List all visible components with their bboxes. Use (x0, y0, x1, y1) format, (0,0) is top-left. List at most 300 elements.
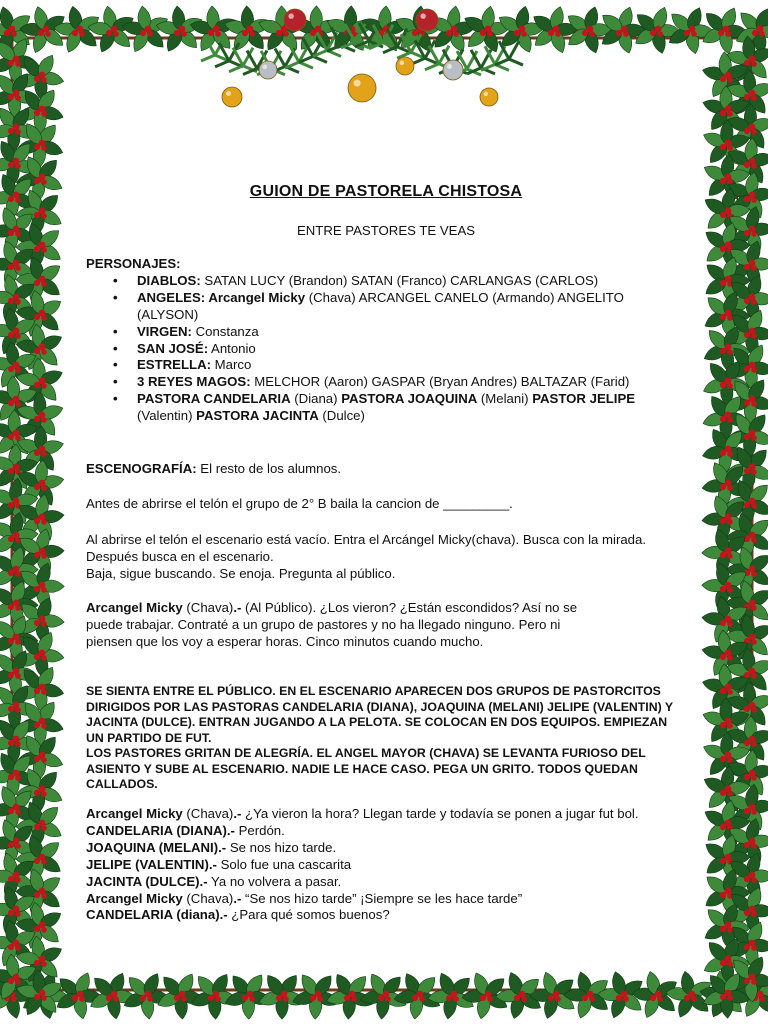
dialogue-line (86, 840, 686, 857)
ornament-highlight (263, 65, 268, 70)
character-names: (Diana) (290, 391, 342, 407)
holly-berry-icon (650, 30, 656, 36)
dialogue-line (86, 907, 686, 924)
character-item (86, 290, 686, 324)
holly-berry-icon (8, 808, 14, 814)
holly-berry-icon (744, 808, 750, 814)
stage-direction-1: SE SIENTA ENTRE EL PÚBLICO. EN EL ESCENARIO APARECEN DOS GRUPOS DE PASTORCITOS DIRIGIDOS POR LAS PASTORAS CANDELARIA (DIANA), JOAQUINA (MELANI) JELIPE (VALENTIN) Y JACINTA (DULCE). ENTRAN JUGANDO A LA PELOTA. SE COLOCAN EN DOS EQUIPOS. EMPIEZAN UN PARTIDO DE FUT. (86, 684, 673, 745)
holly-berry-icon (45, 31, 51, 37)
bullet-icon: • (113, 357, 118, 373)
holly-berry-icon (15, 61, 21, 67)
holly-berry-icon (15, 197, 21, 203)
holly-berry-icon (41, 927, 47, 933)
holly-berry-icon (720, 314, 726, 320)
dialogue-line (86, 857, 686, 874)
holly-berry-icon (34, 586, 40, 592)
holly-berry-icon (751, 197, 757, 203)
holly-berry-icon (744, 298, 750, 304)
character-names: (Dulce) (318, 408, 365, 424)
micky-role: (Chava) (182, 600, 234, 615)
holly-berry-icon (317, 996, 323, 1002)
holly-berry-icon (720, 144, 726, 150)
holly-berry-icon (15, 401, 21, 407)
holly-berry-icon (41, 247, 47, 253)
holly-berry-icon (34, 722, 40, 728)
holly-berry-icon (34, 858, 40, 864)
dialogue-line (86, 823, 686, 840)
holly-berry-icon (8, 162, 14, 168)
holly-berry-icon (727, 417, 733, 423)
holly-berry-icon (8, 672, 14, 678)
holly-berry-icon (751, 571, 757, 577)
holly-berry-icon (657, 31, 663, 37)
dialogue-speaker: JOAQUINA (MELANI).- (86, 839, 227, 855)
holly-berry-icon (725, 31, 731, 37)
holly-berry-icon (751, 401, 757, 407)
holly-berry-icon (720, 994, 726, 1000)
holly-berry-icon (106, 30, 112, 36)
holly-berry-icon (744, 502, 750, 508)
holly-berry-icon (15, 265, 21, 271)
holly-berry-icon (487, 31, 493, 37)
holly-berry-icon (720, 858, 726, 864)
holly-berry-icon (41, 859, 47, 865)
holly-berry-icon (351, 996, 357, 1002)
holly-berry-icon (15, 95, 21, 101)
telon-paragraph: Antes de abrirse el telón el grupo de 2° B baila la cancion de _________. (86, 496, 513, 511)
holly-berry-icon (720, 586, 726, 592)
holly-berry-icon (727, 519, 733, 525)
holly-berry-icon (727, 485, 733, 491)
holly-berry-icon (412, 30, 418, 36)
holly-berry-icon (720, 212, 726, 218)
characters-list (86, 273, 686, 425)
character-item (86, 374, 686, 391)
holly-berry-icon (453, 996, 459, 1002)
holly-berry-icon (727, 689, 733, 695)
escenografia-label: ESCENOGRAFÍA: (86, 461, 197, 476)
holly-berry-icon (34, 620, 40, 626)
holly-berry-icon (751, 537, 757, 543)
micky-line: (Al Público). ¿Los vieron? ¿Están escondidos? Así no se puede trabajar. Contraté a un grupo de pastores y no ha llegado ninguno. Pero ni piensen que los voy a esperar horas. Cinco minutos cuando mucho. (86, 600, 578, 649)
holly-berry-icon (140, 30, 146, 36)
holly-berry-icon (727, 553, 733, 559)
holly-berry-icon (751, 163, 757, 169)
holly-berry-icon (208, 30, 214, 36)
holly-berry-icon (751, 435, 757, 441)
holly-berry-icon (727, 961, 733, 967)
holly-berry-icon (412, 995, 418, 1001)
character-names: (Chava) ARCANGEL CANELO (Armando) ANGELITO (ALYSON) (137, 289, 624, 322)
escenografia-paragraph (86, 461, 686, 478)
holly-berry-icon (15, 435, 21, 441)
holly-berry-icon (181, 996, 187, 1002)
dialogue-line (86, 874, 686, 891)
document-subtitle: ENTRE PASTORES TE VEAS (296, 223, 476, 238)
holly-berry-icon (744, 434, 750, 440)
holly-berry-icon (684, 995, 690, 1001)
holly-berry-icon (720, 756, 726, 762)
ornament-ball-icon (348, 74, 376, 102)
ornament-ball-icon (443, 60, 463, 80)
holly-berry-icon (744, 196, 750, 202)
bullet-icon: • (113, 323, 118, 339)
holly-berry-icon (8, 944, 14, 950)
character-role-label: ESTRELLA: (137, 357, 211, 373)
holly-berry-icon (514, 995, 520, 1001)
holly-berry-icon (242, 30, 248, 36)
holly-berry-icon (8, 332, 14, 338)
ornament-highlight (400, 61, 405, 66)
holly-berry-icon (623, 31, 629, 37)
holly-berry-icon (8, 468, 14, 474)
holly-berry-icon (720, 688, 726, 694)
holly-berry-icon (41, 315, 47, 321)
holly-berry-icon (15, 605, 21, 611)
holly-berry-icon (34, 994, 40, 1000)
holly-berry-icon (727, 621, 733, 627)
holly-berry-icon (720, 620, 726, 626)
holly-berry-icon (521, 31, 527, 37)
holly-berry-icon (548, 30, 554, 36)
holly-berry-icon (41, 281, 47, 287)
holly-berry-icon (34, 416, 40, 422)
holly-berry-icon (41, 757, 47, 763)
holly-berry-icon (215, 996, 221, 1002)
holly-berry-icon (727, 995, 733, 1001)
holly-berry-icon (8, 570, 14, 576)
holly-berry-icon (589, 996, 595, 1002)
holly-berry-icon (276, 30, 282, 36)
holly-berry-icon (720, 76, 726, 82)
dialogue-text: ¿Ya vieron la hora? Llegan tarde y todavía se ponen a jugar fut bol. (241, 806, 639, 821)
holly-berry-icon (174, 30, 180, 36)
holly-berry-icon (41, 689, 47, 695)
holly-berry-icon (751, 367, 757, 373)
holly-berry-icon (720, 382, 726, 388)
holly-berry-icon (623, 996, 629, 1002)
holly-berry-icon (41, 451, 47, 457)
holly-berry-icon (34, 382, 40, 388)
holly-berry-icon (34, 926, 40, 932)
character-role-label: PASTOR JELIPE (532, 391, 636, 407)
holly-berry-icon (727, 77, 733, 83)
holly-berry-icon (8, 128, 14, 134)
character-names: MELCHOR (Aaron) GASPAR (Bryan Andres) BALTAZAR (Farid) (250, 374, 630, 390)
character-item (86, 341, 686, 358)
holly-berry-icon (15, 945, 21, 951)
holly-berry-icon (759, 996, 765, 1002)
holly-berry-icon (751, 231, 757, 237)
holly-berry-icon (34, 688, 40, 694)
holly-berry-icon (744, 978, 750, 984)
escenario-text-2: Baja, sigue buscando. Se enoja. Pregunta al público. (86, 565, 396, 581)
holly-berry-icon (751, 265, 757, 271)
holly-berry-icon (727, 587, 733, 593)
holly-berry-icon (751, 61, 757, 67)
holly-berry-icon (744, 842, 750, 848)
dialogue-text: “Se nos hizo tarde” ¡Siempre se les hace tarde” (241, 890, 523, 906)
holly-berry-icon (744, 162, 750, 168)
holly-berry-icon (344, 995, 350, 1001)
holly-berry-icon (8, 876, 14, 882)
character-role-label: PASTORA JACINTA (196, 408, 319, 424)
character-role-label: DIABLOS: (137, 272, 201, 288)
holly-berry-icon (727, 315, 733, 321)
dialogue-text: Perdón. (234, 822, 285, 838)
ornament-highlight (447, 64, 452, 69)
holly-berry-icon (72, 30, 78, 36)
holly-berry-icon (446, 995, 452, 1001)
ornament-highlight (288, 13, 294, 19)
holly-berry-icon (8, 434, 14, 440)
holly-berry-icon (310, 30, 316, 36)
holly-berry-icon (34, 552, 40, 558)
dialogue-line (86, 806, 686, 823)
holly-berry-icon (727, 451, 733, 457)
holly-berry-icon (744, 230, 750, 236)
holly-berry-icon (34, 178, 40, 184)
dialogue-text: Se nos hizo tarde. (226, 839, 337, 855)
character-item (86, 391, 686, 425)
dialogue-text: ¿Para qué somos buenos? (227, 907, 390, 923)
character-role-label: PASTORA JOAQUINA (341, 391, 478, 407)
holly-berry-icon (34, 756, 40, 762)
holly-berry-icon (34, 654, 40, 660)
holly-berry-icon (744, 366, 750, 372)
holly-berry-icon (41, 77, 47, 83)
ornament-ball-icon (480, 88, 498, 106)
holly-berry-icon (15, 809, 21, 815)
holly-berry-icon (41, 961, 47, 967)
holly-berry-icon (720, 722, 726, 728)
holly-berry-icon (41, 213, 47, 219)
holly-berry-icon (720, 178, 726, 184)
holly-berry-icon (751, 129, 757, 135)
holly-berry-icon (72, 995, 78, 1001)
character-names: Antonio (208, 340, 256, 356)
dialogue-text: Ya no volvera a pasar. (207, 873, 342, 889)
ornament-highlight (354, 80, 361, 87)
holly-berry-icon (8, 298, 14, 304)
holly-berry-icon (15, 639, 21, 645)
holly-berry-icon (487, 996, 493, 1002)
holly-berry-icon (140, 995, 146, 1001)
holly-berry-icon (15, 163, 21, 169)
holly-berry-icon (720, 654, 726, 660)
holly-berry-icon (41, 553, 47, 559)
holly-berry-icon (744, 400, 750, 406)
holly-berry-icon (616, 995, 622, 1001)
holly-berry-icon (15, 129, 21, 135)
micky-speaker: Arcangel Micky (86, 600, 183, 615)
character-names: SATAN LUCY (Brandon) SATAN (Franco) CARLANGAS (CARLOS) (200, 272, 599, 288)
holly-berry-icon (41, 995, 47, 1001)
holly-berry-icon (41, 791, 47, 797)
dialogue-speaker: Arcangel Micky (86, 890, 183, 906)
holly-berry-icon (11, 996, 17, 1002)
holly-berry-icon (720, 450, 726, 456)
bullet-icon: • (113, 272, 118, 288)
holly-berry-icon (419, 996, 425, 1002)
holly-berry-icon (41, 825, 47, 831)
holly-berry-icon (15, 673, 21, 679)
holly-berry-icon (34, 76, 40, 82)
holly-berry-icon (15, 299, 21, 305)
holly-berry-icon (8, 230, 14, 236)
holly-berry-icon (34, 960, 40, 966)
holly-berry-icon (15, 979, 21, 985)
holly-berry-icon (684, 30, 690, 36)
holly-berry-icon (41, 417, 47, 423)
holly-berry-icon (4, 30, 10, 36)
holly-berry-icon (744, 332, 750, 338)
holly-berry-icon (751, 299, 757, 305)
holly-berry-icon (727, 383, 733, 389)
dialogue-dash: .- (233, 890, 242, 906)
holly-berry-icon (720, 484, 726, 490)
dialogue-role: (Chava) (182, 890, 234, 906)
holly-berry-icon (15, 843, 21, 849)
holly-berry-icon (15, 367, 21, 373)
holly-berry-icon (751, 95, 757, 101)
holly-berry-icon (744, 60, 750, 66)
ornament-ball-icon (222, 87, 242, 107)
holly-berry-icon (34, 110, 40, 116)
holly-berry-icon (453, 31, 459, 37)
holly-berry-icon (720, 348, 726, 354)
dialogue-speaker: JELIPE (VALENTIN).- (86, 856, 217, 872)
holly-berry-icon (720, 110, 726, 116)
holly-berry-icon (446, 30, 452, 36)
holly-berry-icon (41, 179, 47, 185)
holly-berry-icon (79, 31, 85, 37)
holly-berry-icon (34, 824, 40, 830)
holly-berry-icon (208, 995, 214, 1001)
holly-berry-icon (751, 741, 757, 747)
holly-berry-icon (8, 910, 14, 916)
characters-section (86, 256, 686, 425)
holly-berry-icon (174, 995, 180, 1001)
character-names: (Valentin) (137, 408, 197, 424)
dialogue-speaker: CANDELARIA (DIANA).- (86, 822, 235, 838)
holly-berry-icon (751, 503, 757, 509)
holly-berry-icon (41, 655, 47, 661)
holly-berry-icon (147, 31, 153, 37)
holly-berry-icon (8, 264, 14, 270)
holly-berry-icon (744, 876, 750, 882)
escenografia-text: El resto de los alumnos. (196, 461, 342, 476)
personajes-heading: PERSONAJES: (86, 256, 181, 271)
holly-berry-icon (15, 571, 21, 577)
holly-berry-icon (34, 484, 40, 490)
holly-berry-icon (385, 996, 391, 1002)
holly-berry-icon (720, 824, 726, 830)
holly-berry-icon (15, 333, 21, 339)
holly-berry-icon (106, 995, 112, 1001)
holly-berry-icon (751, 911, 757, 917)
character-item (86, 324, 686, 341)
holly-berry-icon (41, 621, 47, 627)
holly-berry-icon (41, 349, 47, 355)
holly-berry-icon (744, 94, 750, 100)
holly-berry-icon (720, 552, 726, 558)
holly-berry-icon (41, 893, 47, 899)
bullet-icon: • (113, 289, 118, 305)
holly-berry-icon (8, 774, 14, 780)
holly-berry-icon (727, 723, 733, 729)
holly-berry-icon (8, 366, 14, 372)
dialogue-line (86, 891, 686, 908)
holly-berry-icon (378, 995, 384, 1001)
holly-berry-icon (8, 604, 14, 610)
holly-berry-icon (727, 757, 733, 763)
holly-berry-icon (650, 995, 656, 1001)
holly-berry-icon (555, 996, 561, 1002)
bullet-icon: • (113, 374, 118, 390)
holly-berry-icon (751, 605, 757, 611)
holly-berry-icon (41, 485, 47, 491)
holly-berry-icon (41, 519, 47, 525)
holly-berry-icon (751, 945, 757, 951)
holly-berry-icon (8, 706, 14, 712)
ornament-highlight (226, 91, 231, 96)
holly-berry-icon (34, 892, 40, 898)
dialogue-section (86, 806, 686, 924)
holly-berry-icon (751, 775, 757, 781)
holly-berry-icon (744, 740, 750, 746)
holly-berry-icon (720, 960, 726, 966)
escenario-text-1: Al abrirse el telón el escenario está vacío. Entra el Arcángel Micky(chava). Busca con la mirada. Después busca en el escenario. (86, 532, 646, 564)
holly-berry-icon (41, 587, 47, 593)
holly-berry-icon (8, 60, 14, 66)
holly-berry-icon (8, 740, 14, 746)
ornament-ball-icon (396, 57, 414, 75)
character-names: (Melani) (477, 391, 533, 407)
holly-berry-icon (720, 892, 726, 898)
holly-berry-icon (215, 31, 221, 37)
holly-berry-icon (691, 31, 697, 37)
dialogue-dash: .- (233, 806, 242, 821)
holly-berry-icon (34, 518, 40, 524)
holly-berry-icon (751, 707, 757, 713)
holly-berry-icon (15, 231, 21, 237)
stage-direction-2: LOS PASTORES GRITAN DE ALEGRÍA. EL ANGEL MAYOR (CHAVA) SE LEVANTA FURIOSO DEL ASIENTO Y SUBE AL ESCENARIO. NADIE LE HACE CASO. PEGA UN GRITO. TODOS QUEDAN CALLADOS. (86, 746, 646, 792)
holly-berry-icon (751, 979, 757, 985)
holly-berry-icon (691, 996, 697, 1002)
ornament-ball-icon (416, 9, 438, 31)
bullet-icon: • (113, 391, 118, 407)
holly-berry-icon (8, 536, 14, 542)
holly-berry-icon (727, 655, 733, 661)
holly-berry-icon (11, 31, 17, 37)
bullet-icon: • (113, 340, 118, 356)
holly-berry-icon (15, 707, 21, 713)
holly-berry-icon (249, 996, 255, 1002)
character-role-label: VIRGEN: (137, 323, 192, 339)
holly-berry-icon (34, 314, 40, 320)
character-item (86, 357, 686, 374)
holly-berry-icon (15, 911, 21, 917)
holly-berry-icon (15, 741, 21, 747)
holly-berry-icon (751, 333, 757, 339)
holly-berry-icon (751, 809, 757, 815)
holly-berry-icon (744, 264, 750, 270)
holly-berry-icon (720, 518, 726, 524)
character-role-label: 3 REYES MAGOS: (137, 374, 251, 390)
holly-berry-icon (744, 944, 750, 950)
holly-berry-icon (752, 30, 758, 36)
